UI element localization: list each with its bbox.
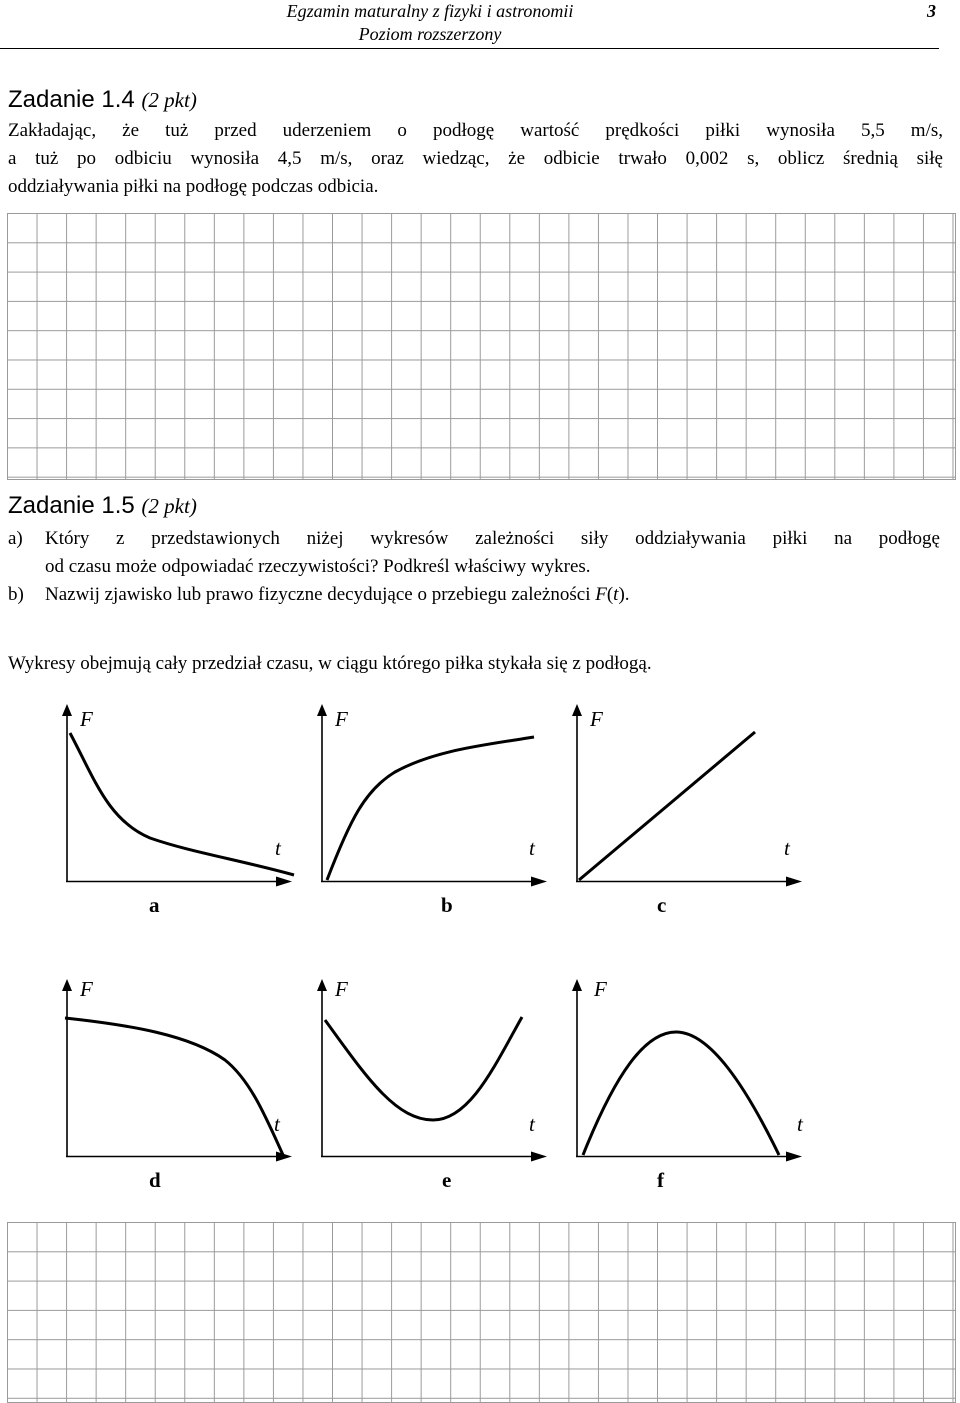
graph-a-letter: a bbox=[149, 893, 160, 917]
graph-d-letter: d bbox=[149, 1168, 161, 1192]
graph-f[interactable] bbox=[560, 975, 820, 1205]
graph-c-line bbox=[579, 732, 755, 880]
part-a-text bbox=[45, 525, 940, 581]
graph-b[interactable] bbox=[305, 700, 565, 930]
part-a-label: a) bbox=[8, 528, 23, 549]
graph-e-curve bbox=[325, 1017, 522, 1120]
header-title: Egzamin maturalny z fizyki i astronomii bbox=[286, 1, 574, 21]
answer-grid-task-1-5[interactable] bbox=[7, 1222, 956, 1403]
graph-a[interactable] bbox=[50, 700, 310, 930]
graph-f-y-label: F bbox=[594, 977, 607, 1001]
part-b-paren-close: ). bbox=[618, 584, 630, 605]
y-axis-arrow-icon bbox=[317, 979, 327, 991]
graph-a-curve bbox=[70, 733, 294, 875]
x-axis-arrow-icon bbox=[531, 877, 547, 887]
y-axis-arrow-icon bbox=[317, 704, 327, 716]
part-b-variable: t bbox=[613, 584, 619, 605]
y-axis-arrow-icon bbox=[62, 704, 72, 716]
graphs-note: Wykresy obejmują cały przedział czasu, w ciągu którego piłka stykała się z podłogą. bbox=[8, 653, 652, 674]
graph-e-x-label: t bbox=[529, 1112, 535, 1136]
x-axis-arrow-icon bbox=[531, 1152, 547, 1162]
graph-b-curve bbox=[327, 737, 534, 880]
graph-e-letter: e bbox=[442, 1168, 452, 1192]
task-1-5-heading bbox=[8, 492, 197, 520]
part-a-line: od czasu może odpowiadać rzeczywistości? Podkreśl właściwy wykres. bbox=[45, 556, 591, 577]
graph-d-x-label: t bbox=[274, 1112, 280, 1136]
graph-c-plot bbox=[560, 700, 820, 930]
graph-d[interactable] bbox=[50, 975, 310, 1205]
task-1-5-part-b bbox=[8, 581, 938, 609]
graph-f-x-label: t bbox=[797, 1112, 803, 1136]
graph-e[interactable] bbox=[305, 975, 565, 1205]
graph-c-letter: c bbox=[657, 893, 667, 917]
part-b-label: b) bbox=[8, 584, 24, 605]
task-1-5-title: Zadanie 1.5 bbox=[8, 492, 135, 519]
task-1-4-line: a tuż po odbiciu wynosiła 4,5 m/s, oraz wiedząc, że odbicie trwało 0,002 s, oblicz średnią siłę bbox=[8, 148, 943, 169]
header-subtitle: Poziom rozszerzony bbox=[358, 24, 502, 44]
page-number: 3 bbox=[927, 1, 936, 21]
graph-a-x-label: t bbox=[275, 836, 281, 860]
y-axis-arrow-icon bbox=[572, 704, 582, 716]
task-1-4-line: Zakładając, że tuż przed uderzeniem o podłogę wartość prędkości piłki wynosiła 5,5 m/s, bbox=[8, 120, 943, 141]
graph-a-y-label: F bbox=[80, 707, 93, 731]
part-b-text bbox=[45, 581, 940, 609]
graph-a-plot bbox=[50, 700, 310, 930]
graph-d-y-label: F bbox=[80, 977, 93, 1001]
task-1-5-points: (2 pkt) bbox=[141, 494, 197, 518]
header-rule bbox=[0, 48, 939, 49]
graph-f-curve bbox=[583, 1032, 779, 1155]
task-1-4-line: oddziaływania piłki na podłogę podczas odbicia. bbox=[8, 176, 379, 197]
graph-b-y-label: F bbox=[335, 707, 348, 731]
task-1-4-title: Zadanie 1.4 bbox=[8, 86, 135, 113]
graph-e-y-label: F bbox=[335, 977, 348, 1001]
task-1-5-part-a bbox=[8, 525, 938, 581]
part-b-function: F bbox=[595, 584, 607, 605]
graph-c[interactable] bbox=[560, 700, 820, 930]
graph-c-x-label: t bbox=[784, 836, 790, 860]
answer-grid-task-1-4[interactable] bbox=[7, 213, 956, 480]
x-axis-arrow-icon bbox=[786, 877, 802, 887]
x-axis-arrow-icon bbox=[276, 877, 292, 887]
graph-f-plot bbox=[560, 975, 820, 1205]
graph-b-plot bbox=[305, 700, 565, 930]
x-axis-arrow-icon bbox=[786, 1152, 802, 1162]
graph-b-letter: b bbox=[441, 893, 453, 917]
graph-f-letter: f bbox=[657, 1168, 664, 1192]
y-axis-arrow-icon bbox=[62, 979, 72, 991]
graph-e-plot bbox=[305, 975, 565, 1205]
task-1-4-points: (2 pkt) bbox=[141, 88, 197, 112]
part-a-line: Który z przedstawionych niżej wykresów zależności siły oddziaływania piłki na podłogę bbox=[45, 528, 940, 549]
task-1-4-text bbox=[8, 117, 943, 201]
graph-d-plot bbox=[50, 975, 310, 1205]
graph-d-curve bbox=[65, 1018, 283, 1155]
y-axis-arrow-icon bbox=[572, 979, 582, 991]
graph-b-x-label: t bbox=[529, 836, 535, 860]
x-axis-arrow-icon bbox=[276, 1152, 292, 1162]
graph-c-y-label: F bbox=[590, 707, 603, 731]
task-1-4-heading bbox=[8, 86, 197, 114]
part-b-paren-open: ( bbox=[606, 584, 614, 605]
part-b-sentence: Nazwij zjawisko lub prawo fizyczne decydujące o przebiegu zależności bbox=[45, 584, 591, 605]
